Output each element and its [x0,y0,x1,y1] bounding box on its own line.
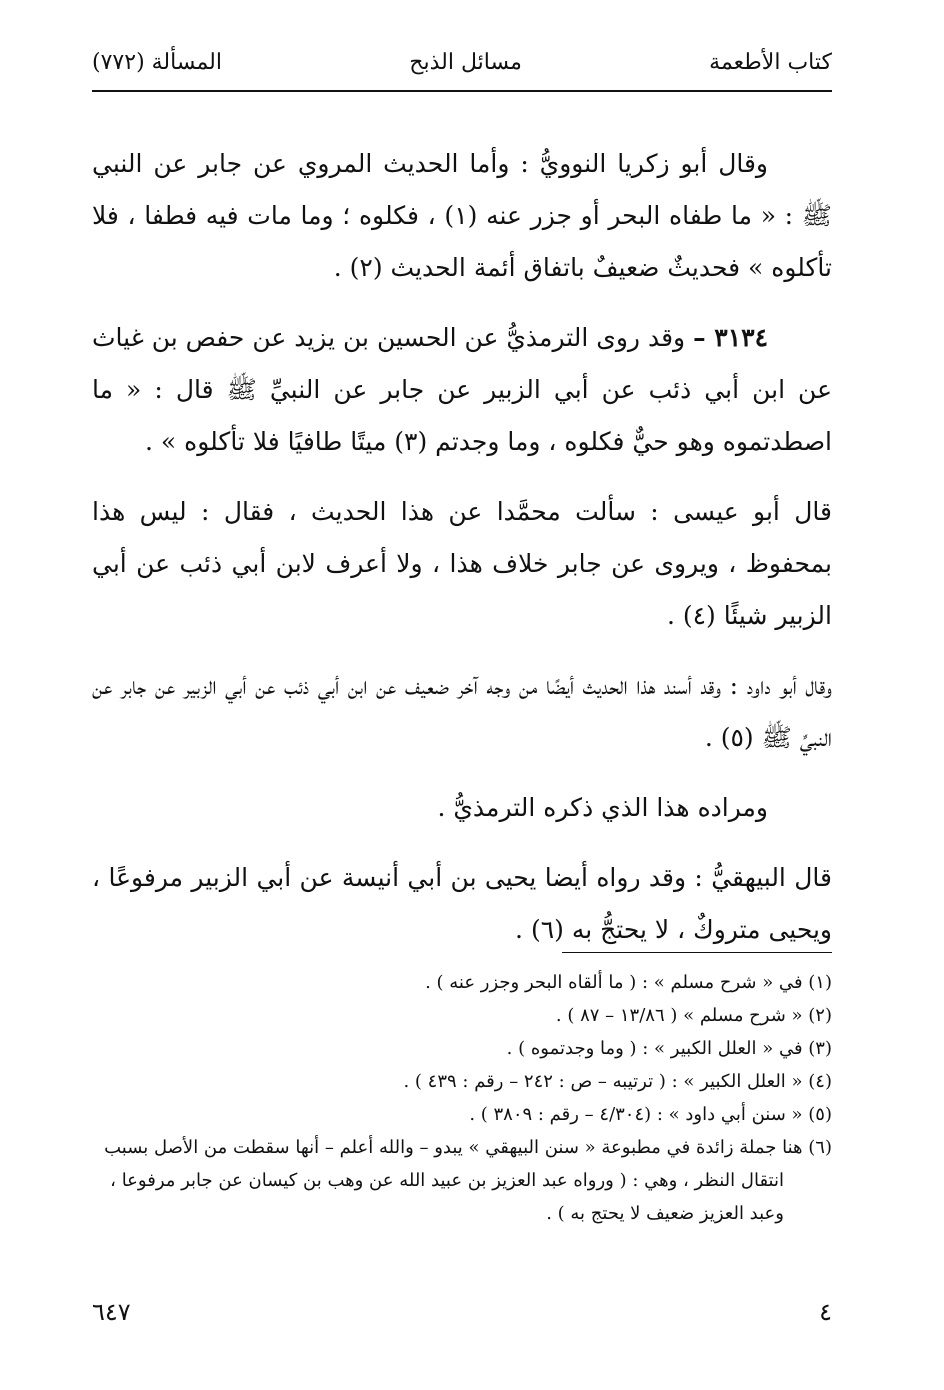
page-number: ٦٤٧ [92,1298,131,1326]
paragraph-text: قال البيهقيُّ : وقد رواه أيضا يحيى بن أبي أنيسة عن أبي الزبير مرفوعًا ، ويحيى متروكٌ ، لا يحتجُّ به (٦) . [92,863,832,944]
footnote-4: (٤) « العلل الكبير » : ( ترتيبه – ص : ٢٤٢ – رقم : ٤٣٩ ) . [403,1071,832,1092]
paragraph-text: وقد روى الترمذيُّ عن الحسين بن يزيد عن حفص بن غياث عن ابن أبي ذئب عن أبي الزبير عن جابر عن النبيِّ ﷺ قال : « ما اصطدتموه وهو حيٌّ فكلوه ، وما وجدتم (٣) ميتًا طافيًا فلا تأكلوه » . [92,323,832,456]
paragraph-meaning [92,782,832,834]
footnote-5: (٥) « سنن أبي داود » : (٤/٣٠٤ – رقم : ٣٨٠٩ ) . [469,1104,832,1125]
main-text [92,138,832,974]
paragraph-nawawi [92,138,832,294]
paragraph-abu-isa [92,486,832,642]
running-header [92,42,832,82]
paragraph-text: قال أبو عيسى : سألت محمَّدا عن هذا الحديث ، فقال : ليس هذا بمحفوظ ، ويروى عن جابر خلاف هذا ، ولا أعرف لابن أبي ذئب عن أبي الزبير شيئًا (٤) . [92,497,832,630]
header-book-title: كتاب الأطعمة [709,49,832,75]
header-issue-number: المسألة (٧٧٢) [92,49,222,75]
paragraph-text: وقال أبو زكريا النوويُّ : وأما الحديث المروي عن جابر عن النبي ﷺ : « ما طفاه البحر أو جزر عنه (١) ، فكلوه ؛ وما مات فيه فطفا ، فلا تأكلوه » فحديثٌ ضعيفٌ باتفاق أئمة الحديث (٢) . [92,149,832,282]
footnote-6: (٦) هنا جملة زائدة في مطبوعة « سنن البيهقي » يبدو – والله أعلم – أنها سقطت من الأصل بسبب انتقال النظر ، وهي : ( ورواه عبد العزيز بن عبيد الله عن وهب بن كيسان عن جابر مرفوعا ، وعبد العزيز ضعيف لا يحتج به ) . [104,1137,832,1224]
footnote-2: (٢) « شرح مسلم » ( ١٣/٨٦ – ٨٧ ) . [555,1005,832,1026]
footnote-1: (١) في « شرح مسلم » : ( ما ألقاه البحر وجزر عنه ) . [425,972,832,993]
paragraph-tirmidhi [92,312,832,468]
paragraph-text: ومراده هذا الذي ذكره الترمذيُّ . [437,793,768,822]
paragraph-abu-dawud [92,660,832,764]
page-footer [92,1292,832,1332]
header-divider [92,90,832,92]
paragraph-bayhaqi [92,852,832,956]
footnote-3: (٣) في « العلل الكبير » : ( وما وجدتموه ) . [506,1038,832,1059]
header-chapter-title: مسائل الذبح [409,49,522,75]
volume-number: ٤ [819,1298,832,1326]
footnote-divider [562,952,832,953]
hadith-number: ٣١٣٤ – [693,323,768,352]
paragraph-text: وقال أبو داود : وقد أسند هذا الحديث أيضًا من وجه آخر ضعيف عن ابن أبي ذئب عن أبي الزبير عن جابر عن النبيِّ ﷺ (٥) . [92,671,832,752]
footnotes [92,966,832,1230]
